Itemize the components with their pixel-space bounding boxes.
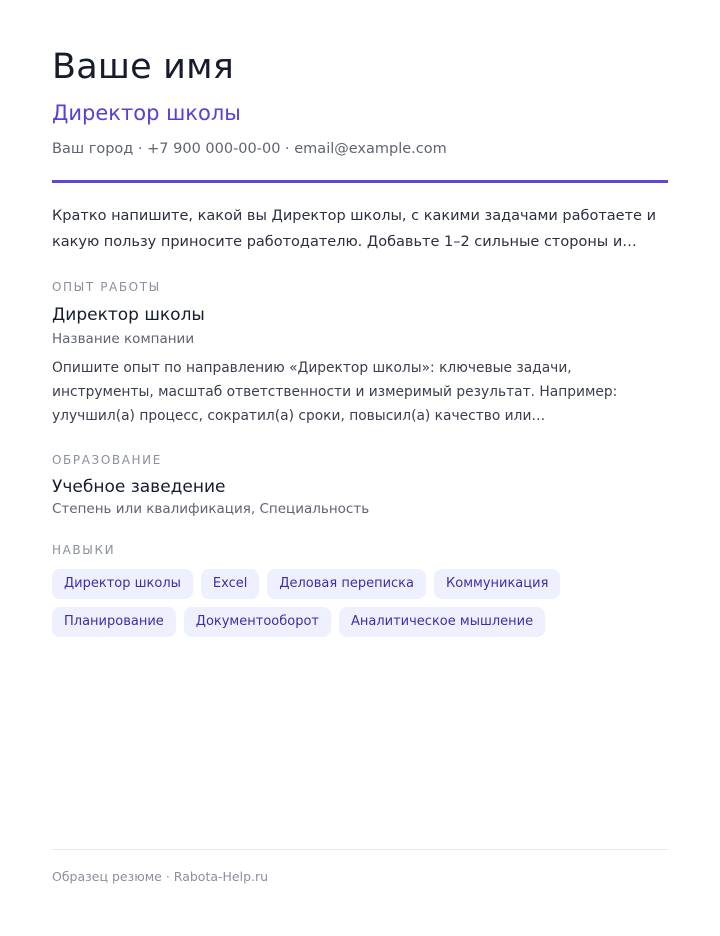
experience-description: Опишите опыт по направлению «Директор школы»: ключевые задачи, инструменты, масштаб ответственности и измеримый результат. Например: улучшил(а) процесс, сократил(а) сроки, повысил(а) качество или… [52, 360, 618, 424]
skill-chip: Коммуникация [434, 569, 560, 599]
experience-company: Название компании [52, 331, 195, 347]
skills-list [52, 569, 672, 637]
skill-chip: Планирование [52, 607, 176, 637]
skill-chip: Документооборот [184, 607, 331, 637]
education-degree: Степень или квалификация, Специальность [52, 501, 370, 517]
skills-section-title: НАВЫКИ [52, 543, 116, 557]
skill-chip: Аналитическое мышление [339, 607, 545, 637]
skill-chip: Excel [201, 569, 259, 599]
skill-chip: Директор школы [52, 569, 193, 599]
summary-text: Кратко напишите, какой вы Директор школы, с какими задачами работаете и какую пользу приносите работодателю. Добавьте 1–2 сильные стороны и… [52, 208, 656, 250]
candidate-name: Ваше имя [52, 47, 234, 87]
experience-job-title: Директор школы [52, 305, 205, 325]
desired-position: Директор школы [52, 101, 241, 125]
header-divider [52, 180, 668, 183]
footer-text: Образец резюме · Rabota-Help.ru [52, 869, 269, 884]
footer-divider [52, 849, 668, 850]
experience-section-title: ОПЫТ РАБОТЫ [52, 280, 161, 294]
skill-chip: Деловая переписка [267, 569, 426, 599]
education-institution: Учебное заведение [52, 477, 226, 497]
education-section-title: ОБРАЗОВАНИЕ [52, 453, 162, 467]
contact-line: Ваш город · +7 900 000-00-00 · email@example.com [52, 141, 447, 157]
